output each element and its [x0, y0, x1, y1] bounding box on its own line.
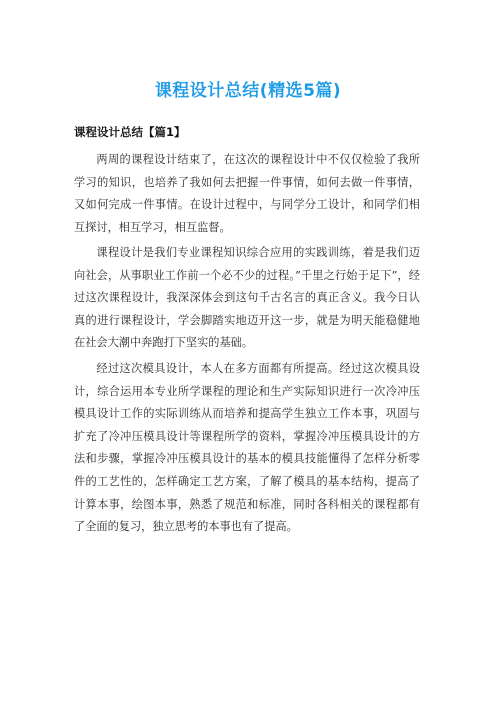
paragraph-1: 两周的课程设计结束了，在这次的课程设计中不仅仅检验了我所学习的知识，也培养了我如何去把握一件事情，如何去做一件事情，又如何完成一件事情。在设计过程中，与同学分工设计，和同学们相互探讨，相互学习，相互监督。: [74, 153, 420, 234]
section-heading: 课程设计总结【篇1】: [74, 125, 186, 139]
paragraph-3: 经过这次模具设计，本人在多方面都有所提高。经过这次模具设计，综合运用本专业所学课程的理论和生产实际知识进行一次冷冲压模具设计工作的实际训练从而培养和提高学生独立工作本事，巩固与扩充了冷冲压模具设计等课程所学的资料，掌握冷冲压模具设计的方法和步骤，掌握冷冲压模具设计的基本的模具技能懂得了怎样分析零件的工艺性的，怎样确定工艺方案，了解了模具的基本结构，提高了计算本事，绘图本事，熟悉了规范和标准，同时各科相关的课程都有了全面的复习，独立思考的本事也有了提高。: [74, 362, 420, 534]
document-title: 课程设计总结(精选5篇): [154, 81, 342, 101]
paragraph-2: 课程设计是我们专业课程知识综合应用的实践训练，着是我们迈向社会，从事职业工作前一个必不少的过程。”千里之行始于足下”，经过这次课程设计，我深深体会到这句千古名言的真正含义。我今日认真的进行课程设计，学会脚踏实地迈开这一步，就是为明天能稳健地在社会大潮中奔跑打下坚实的基础。: [74, 246, 420, 350]
